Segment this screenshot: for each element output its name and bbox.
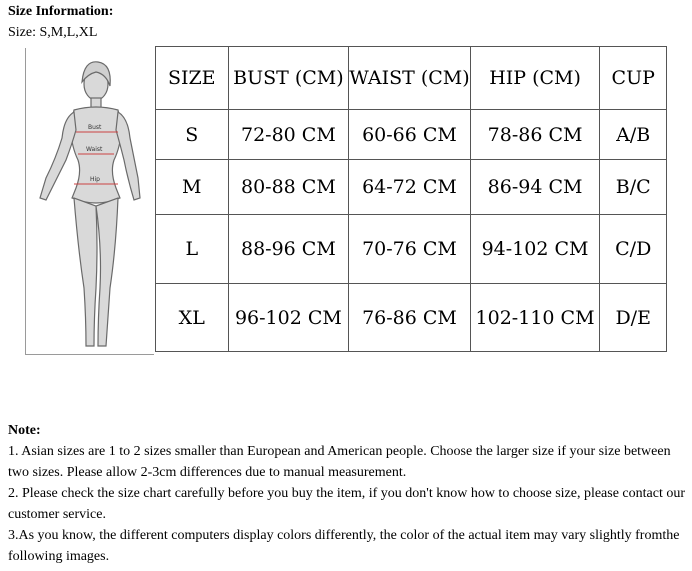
notes-title: Note:: [8, 423, 41, 438]
bust-label: Bust: [88, 124, 102, 131]
cell-cup: A/B: [600, 110, 667, 160]
cell-size: XL: [156, 284, 229, 352]
cell-waist: 64-72 CM: [349, 160, 470, 215]
header-bust: BUST (CM): [228, 47, 349, 110]
cell-cup: D/E: [600, 284, 667, 352]
cell-cup: C/D: [600, 215, 667, 284]
cell-bust: 88-96 CM: [228, 215, 349, 284]
body-figure-panel: [25, 48, 154, 355]
available-sizes-text: Size: S,M,L,XL: [8, 25, 98, 40]
header-hip: HIP (CM): [470, 47, 600, 110]
cell-waist: 76-86 CM: [349, 284, 470, 352]
table-row: [156, 160, 667, 215]
cell-size: S: [156, 110, 229, 160]
cell-size: L: [156, 215, 229, 284]
waist-label: Waist: [86, 146, 103, 153]
cell-hip: 78-86 CM: [470, 110, 600, 160]
cell-waist: 60-66 CM: [349, 110, 470, 160]
cell-bust: 72-80 CM: [228, 110, 349, 160]
notes-section: [8, 420, 688, 567]
cell-waist: 70-76 CM: [349, 215, 470, 284]
cell-hip: 102-110 CM: [470, 284, 600, 352]
size-chart: [25, 46, 667, 356]
cell-bust: 96-102 CM: [228, 284, 349, 352]
cell-cup: B/C: [600, 160, 667, 215]
table-row: [156, 110, 667, 160]
size-table: [155, 46, 667, 352]
note-item: 3.As you know, the different computers display colors differently, the color of the actual item may vary slightly fromthe following images.: [8, 528, 680, 564]
cell-bust: 80-88 CM: [228, 160, 349, 215]
hip-label: Hip: [90, 176, 100, 183]
table-row: [156, 215, 667, 284]
cell-size: M: [156, 160, 229, 215]
table-row: [156, 284, 667, 352]
cell-hip: 86-94 CM: [470, 160, 600, 215]
note-item: 2. Please check the size chart carefully before you buy the item, if you don't know how to choose size, please contact our customer service.: [8, 486, 686, 522]
header-size: SIZE: [156, 47, 229, 110]
size-information-title: Size Information:: [8, 4, 114, 19]
table-header-row: [156, 47, 667, 110]
header-cup: CUP: [600, 47, 667, 110]
note-item: 1. Asian sizes are 1 to 2 sizes smaller than European and American people. Choose the larger size if your size between two sizes. Please allow 2-3cm differences due to manual measurement.: [8, 444, 671, 480]
header-waist: WAIST (CM): [349, 47, 470, 110]
cell-hip: 94-102 CM: [470, 215, 600, 284]
body-silhouette-figure: [26, 48, 154, 354]
